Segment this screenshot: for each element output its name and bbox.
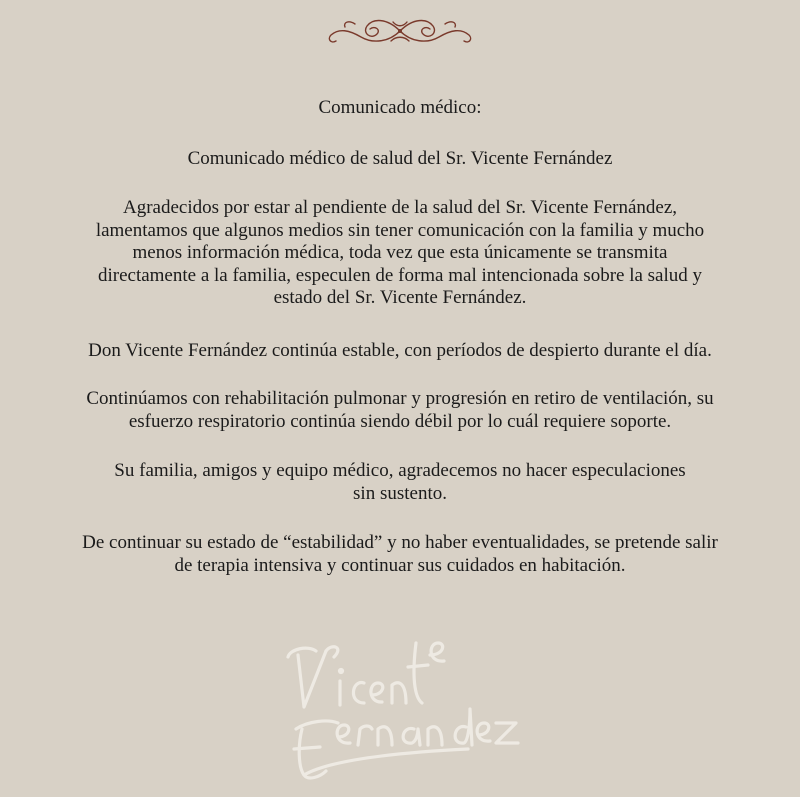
paragraph-line: esfuerzo respiratorio continúa siendo débil por lo cuál requiere soporte. [128, 410, 672, 432]
paragraph-1 [20, 197, 780, 310]
paragraph-4 [20, 460, 780, 505]
paragraph-line: de terapia intensiva y continuar sus cuidados en habitación. [174, 554, 626, 576]
paragraph-3 [20, 388, 780, 433]
paragraph-line: Agradecidos por estar al pendiente de la salud del Sr. Vicente Fernández, [122, 197, 678, 218]
paragraph-line: De continuar su estado de “estabilidad” y no haber eventualidades, se pretende salir [82, 532, 718, 553]
flourish-ornament-icon [325, 14, 475, 48]
paragraph-line: Continúamos con rehabilitación pulmonar y progresión en retiro de ventilación, su [86, 388, 714, 409]
statement-subtitle: Comunicado médico de salud del Sr. Vicente Fernández [187, 148, 613, 169]
paragraph-line: Don Vicente Fernández continúa estable, con períodos de despierto durante el día. [88, 340, 712, 361]
subtitle-block [20, 148, 780, 171]
paragraph-line: menos información médica, toda vez que esta únicamente se transmita [132, 242, 668, 263]
paragraph-5 [20, 532, 780, 577]
vicente-fernandez-signature [268, 625, 538, 785]
paragraph-line: lamentamos que algunos medios sin tener comunicación con la familia y mucho [95, 219, 705, 241]
statement-title: Comunicado médico: [318, 97, 482, 118]
paragraph-line: directamente a la familia, especulen de forma mal intencionada sobre la salud y [97, 264, 703, 286]
title-block [20, 97, 780, 120]
paragraph-line: Su familia, amigos y equipo médico, agradecemos no hacer especulaciones [114, 460, 686, 481]
paragraph-line: estado del Sr. Vicente Fernández. [273, 287, 527, 308]
paragraph-2 [20, 340, 780, 363]
paragraph-line: sin sustento. [353, 482, 447, 504]
